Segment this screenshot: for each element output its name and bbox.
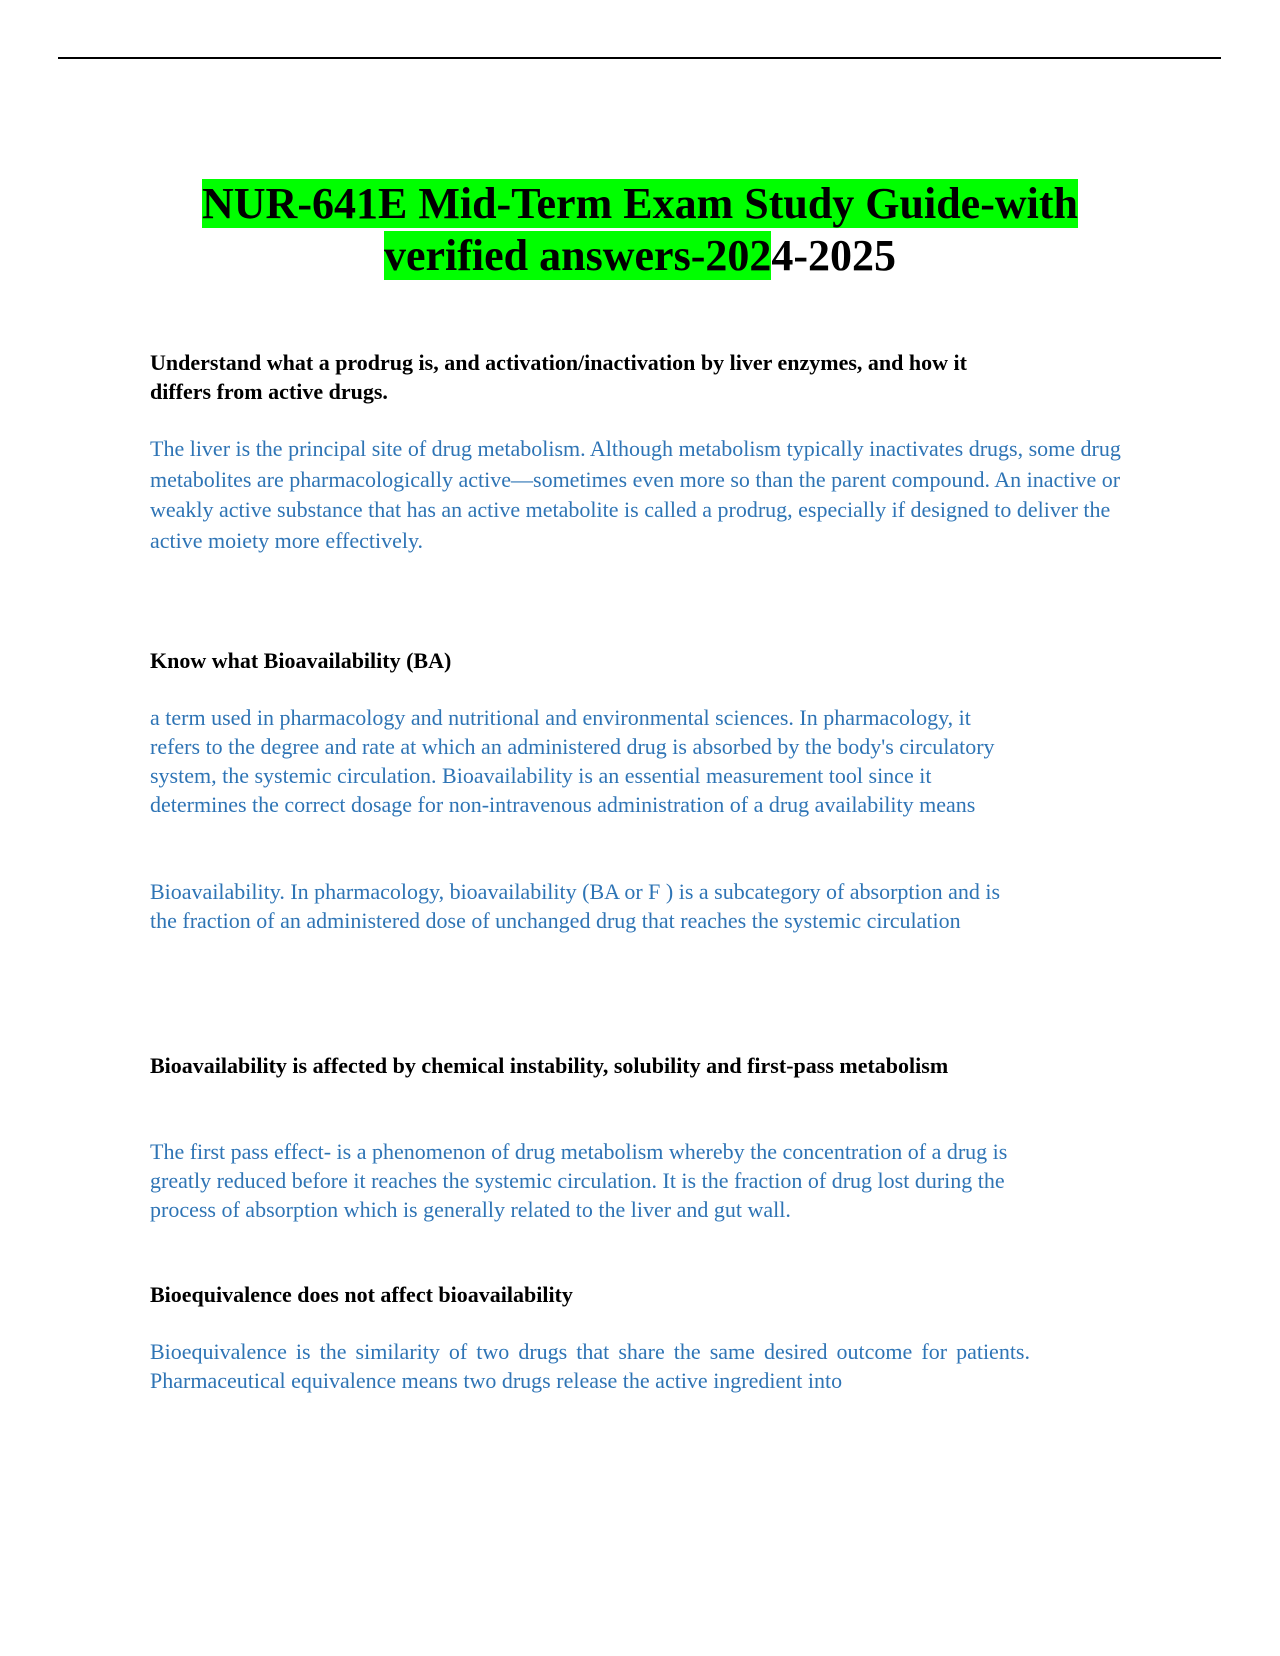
answer-bioequivalence: Bioequivalence is the similarity of two drugs that share the same desired outcome for patients. Pharmaceutical equivalence means two drugs release the active ingredient into	[150, 1339, 1030, 1393]
answer-prodrug: The liver is the principal site of drug metabolism. Although metabolism typically inactivates drugs, some drug metabolites are pharmacologically active—sometimes even more so than the parent compound. An inactive or weakly active substance that has an active metabolite is called a prodrug, especially if designed to deliver the active moiety more effectively.	[150, 436, 1121, 553]
answer-bioavailability-fraction: Bioavailability. In pharmacology, bioavailability (BA or F ) is a subcategory of absorption and is the fraction of an administered dose of unchanged drug that reaches the systemic circulation	[150, 879, 1001, 933]
answer-first-pass: The first pass effect- is a phenomenon of drug metabolism whereby the concentration of a drug is greatly reduced before it reaches the systemic circulation. It is the fraction of drug lost during the process of absorption which is generally related to the liver and gut wall.	[150, 1139, 1008, 1222]
page-title	[140, 178, 1140, 282]
question-bioavailability: Know what Bioavailability (BA)	[150, 648, 452, 673]
title-rest: 4-2025	[771, 231, 897, 280]
title-highlight: NUR-641E Mid-Term Exam Study Guide-with verified answers-202	[202, 179, 1078, 280]
question-bioequivalence: Bioequivalence does not affect bioavailability	[150, 1282, 573, 1307]
question-first-pass: Bioavailability is affected by chemical instability, solubility and first-pass metabolism	[150, 1053, 949, 1078]
question-prodrug: Understand what a prodrug is, and activation/inactivation by liver enzymes, and how it differs from active drugs.	[150, 350, 967, 404]
header-rule	[58, 57, 1221, 59]
answer-bioavailability-definition: a term used in pharmacology and nutritional and environmental sciences. In pharmacology, it refers to the degree and rate at which an administered drug is absorbed by the body's circulatory system, the systemic circulation. Bioavailability is an essential measurement tool since it determines the correct dosage for non-intravenous administration of a drug availability means	[150, 705, 995, 817]
